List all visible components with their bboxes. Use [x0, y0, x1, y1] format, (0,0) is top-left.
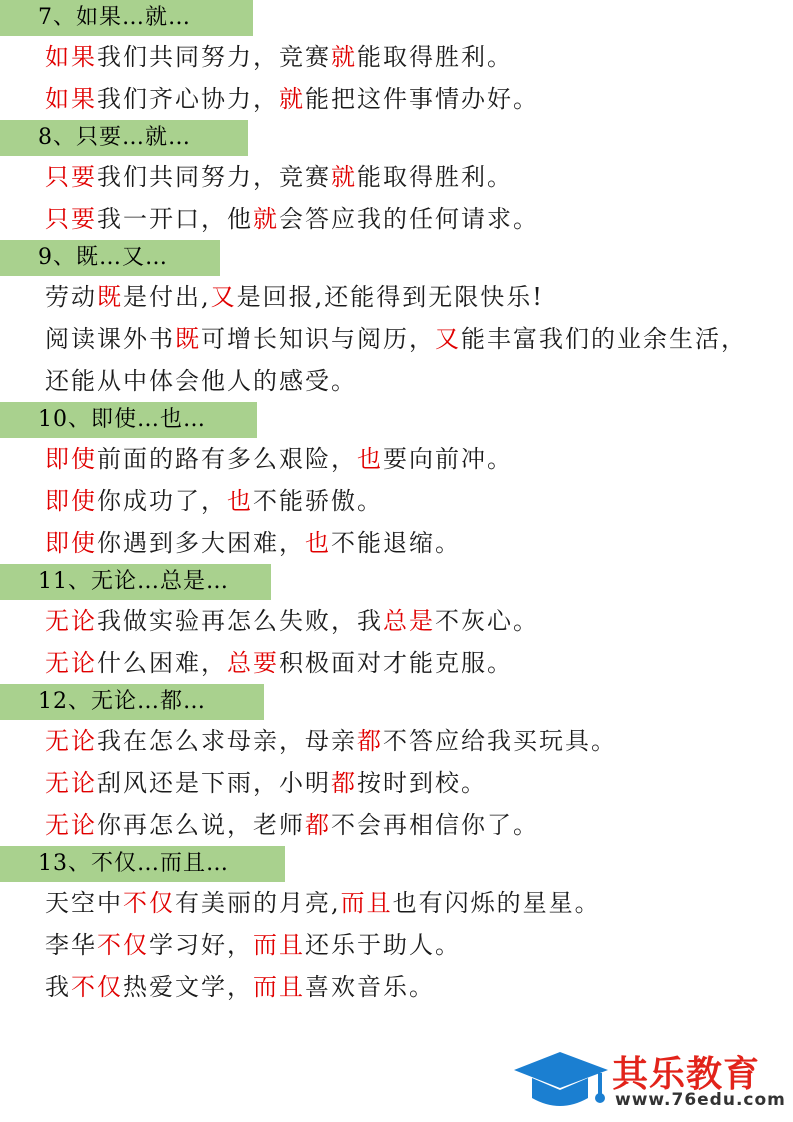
keyword: 都: [357, 727, 383, 755]
section: [0, 240, 793, 402]
sentence-text: 阅读课外书: [45, 325, 175, 353]
keyword: 如果: [45, 85, 97, 113]
example-sentence: [0, 156, 793, 198]
sentence-text: 可增长知识与阅历，: [201, 325, 435, 353]
keyword: 无论: [45, 727, 97, 755]
sentence-text: 不能骄傲。: [253, 487, 383, 515]
section: [0, 402, 793, 564]
sentence-text: 要向前冲。: [383, 445, 513, 473]
keyword: 就: [331, 43, 357, 71]
sentence-text: 什么困难，: [97, 649, 227, 677]
section: [0, 564, 793, 684]
section-heading: 12、无论…都…: [0, 684, 264, 720]
sentence-text: 我们共同努力，竞赛: [97, 43, 331, 71]
sentence-text: 我做实验再怎么失败，我: [97, 607, 383, 635]
keyword: 都: [331, 769, 357, 797]
keyword: 又: [435, 325, 461, 353]
section: [0, 0, 793, 120]
keyword: 而且: [253, 973, 305, 1001]
example-sentence: [0, 438, 793, 480]
keyword: 不仅: [97, 931, 149, 959]
section: [0, 684, 793, 846]
keyword: 就: [331, 163, 357, 191]
keyword: 不仅: [123, 889, 175, 917]
sentence-text: 会答应我的任何请求。: [279, 205, 539, 233]
sentence-text: 按时到校。: [357, 769, 487, 797]
section-heading: 11、无论…总是…: [0, 564, 271, 600]
example-sentence: [0, 78, 793, 120]
section-heading: 9、既…又…: [0, 240, 220, 276]
logo-url: www.76edu.com: [615, 1090, 786, 1110]
example-sentence: [0, 480, 793, 522]
sentence-text: 我: [45, 973, 71, 1001]
example-sentence: [0, 882, 793, 924]
example-sentence: [0, 522, 793, 564]
keyword: 也: [227, 487, 253, 515]
sentence-text: 李华: [45, 931, 97, 959]
graduation-cap-icon: [512, 1050, 612, 1116]
sentence-text: 有美丽的月亮,: [175, 889, 341, 917]
sentence-text: 你成功了，: [97, 487, 227, 515]
example-sentence: [0, 36, 793, 78]
example-sentence: [0, 600, 793, 642]
sentence-text: 刮风还是下雨，小明: [97, 769, 331, 797]
keyword: 也: [357, 445, 383, 473]
keyword: 即使: [45, 487, 97, 515]
keyword: 总要: [227, 649, 279, 677]
section-heading: 7、如果…就…: [0, 0, 253, 36]
sentence-text: 还乐于助人。: [305, 931, 461, 959]
section-heading: 13、不仅…而且…: [0, 846, 285, 882]
keyword: 不仅: [71, 973, 123, 1001]
keyword: 而且: [340, 889, 393, 917]
sentence-text: 我一开口，他: [97, 205, 253, 233]
sentence-text: 热爱文学，: [123, 973, 253, 1001]
sentence-text: 喜欢音乐。: [305, 973, 435, 1001]
sentence-text: 我们齐心协力，: [97, 85, 279, 113]
keyword: 只要: [45, 163, 97, 191]
logo: [512, 1046, 787, 1116]
example-sentence: [0, 762, 793, 804]
example-sentence: [0, 198, 793, 240]
keyword: 也: [305, 529, 331, 557]
section: [0, 846, 793, 1008]
sentence-text: 是付出,: [123, 283, 211, 311]
example-sentence: [0, 642, 793, 684]
keyword: 无论: [45, 769, 97, 797]
sentence-text: 也有闪烁的星星。: [392, 889, 601, 917]
sentence-text: 不答应给我买玩具。: [383, 727, 617, 755]
keyword: 总是: [383, 607, 435, 635]
sentence-text: 劳动: [45, 283, 97, 311]
sentence-text: 你再怎么说，老师: [97, 811, 305, 839]
keyword: 既: [97, 283, 123, 311]
example-sentence: [0, 318, 793, 402]
keyword: 无论: [45, 607, 97, 635]
sentence-text: 天空中: [45, 889, 123, 917]
section-heading: 10、即使…也…: [0, 402, 257, 438]
keyword: 只要: [45, 205, 97, 233]
example-sentence: [0, 276, 793, 318]
example-sentence: [0, 966, 793, 1008]
sentence-text: 能把这件事情办好。: [305, 85, 539, 113]
example-sentence: [0, 720, 793, 762]
sentence-text: 积极面对才能克服。: [279, 649, 513, 677]
keyword: 无论: [45, 649, 97, 677]
keyword: 如果: [45, 43, 97, 71]
example-sentence: [0, 924, 793, 966]
sentence-text: 前面的路有多么艰险，: [97, 445, 357, 473]
sentence-text: 不会再相信你了。: [331, 811, 539, 839]
logo-name: 其乐教育: [612, 1054, 761, 1095]
keyword: 既: [175, 325, 201, 353]
sentence-text: 你遇到多大困难，: [97, 529, 305, 557]
keyword: 又: [210, 283, 237, 311]
keyword: 就: [279, 85, 305, 113]
sentence-text: 是回报,还能得到无限快乐!: [236, 283, 544, 311]
sentence-text: 我们共同努力，竞赛: [97, 163, 331, 191]
example-sentence: [0, 804, 793, 846]
keyword: 即使: [45, 445, 97, 473]
sentence-text: 能取得胜利。: [357, 43, 513, 71]
sentence-text: 不能退缩。: [331, 529, 461, 557]
sentence-text: 不灰心。: [435, 607, 539, 635]
sentence-text: 我在怎么求母亲，母亲: [97, 727, 357, 755]
sentence-text: 学习好，: [149, 931, 253, 959]
keyword: 就: [253, 205, 279, 233]
keyword: 即使: [45, 529, 97, 557]
sentence-text: 能丰富我们的业余生活，还能从中体会他人的感受。: [45, 325, 747, 395]
sentence-text: 能取得胜利。: [357, 163, 513, 191]
keyword: 都: [305, 811, 331, 839]
section-heading: 8、只要…就…: [0, 120, 248, 156]
keyword: 而且: [253, 931, 305, 959]
keyword: 无论: [45, 811, 97, 839]
section: [0, 120, 793, 240]
